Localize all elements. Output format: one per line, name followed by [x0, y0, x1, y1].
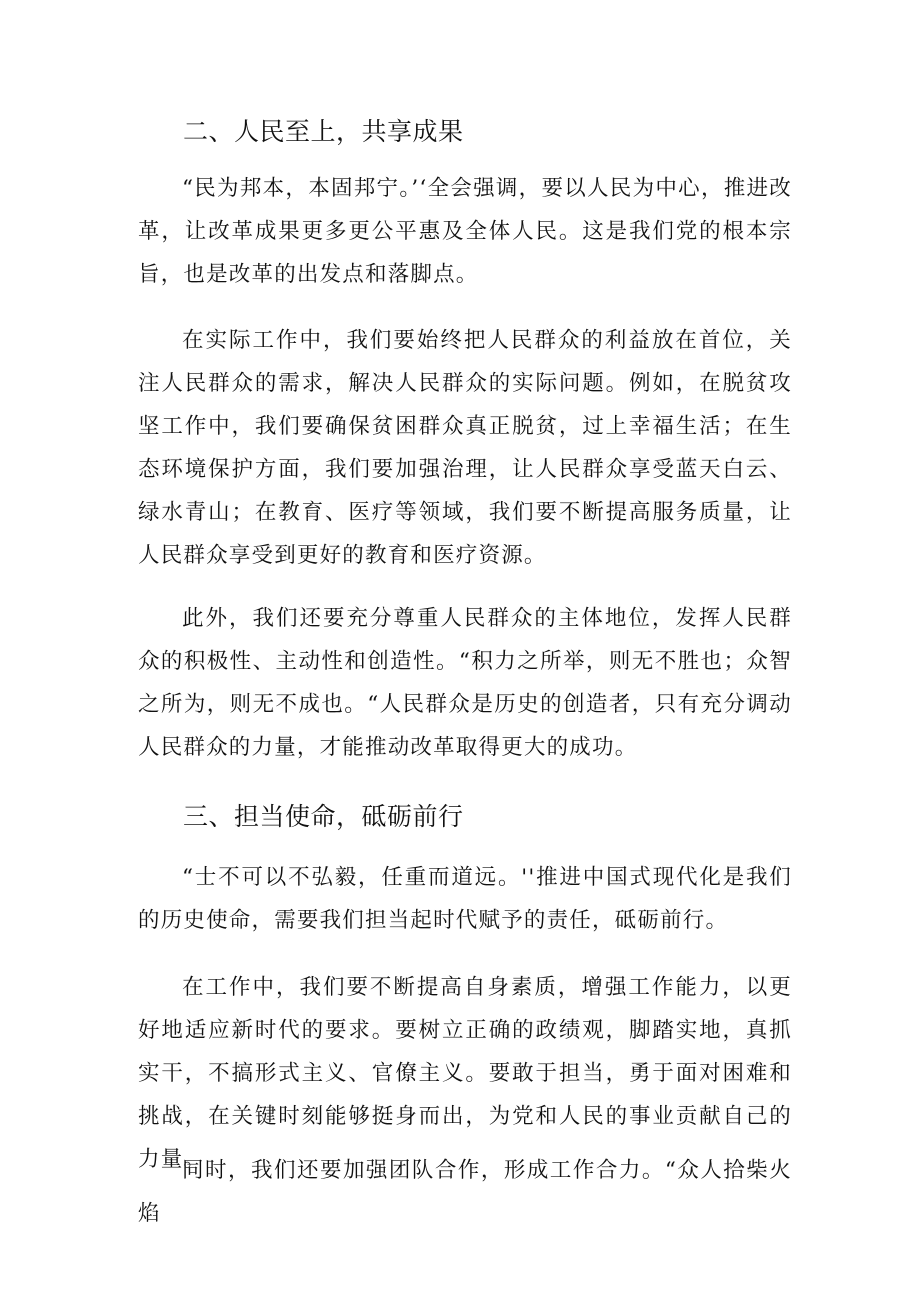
- paragraph: 在工作中，我们要不断提高自身素质，增强工作能力，以更好地适应新时代的要求。要树立正确的政绩观，脚踏实地，真抓实干，不搞形式主义、官僚主义。要敢于担当，勇于面对困难和挑战，在关键时刻能够挺身而出，为党和人民的事业贡献自己的力量。: [138, 975, 792, 1172]
- paragraph: “民为邦本，本固邦宁。’‘全会强调，要以人民为中心，推进改革，让改革成果更多更公平惠及全体人民。这是我们党的根本宗旨，也是改革的出发点和落脚点。: [138, 176, 792, 287]
- section-heading-3: 三、担当使命，砥砺前行: [183, 802, 464, 831]
- section-heading-2: 二、人民至上，共享成果: [183, 117, 464, 146]
- paragraph: 同时，我们还要加强团队合作，形成工作合力。“众人拾柴火焰: [138, 1158, 792, 1226]
- paragraph: “士不可以不弘毅，任重而道远。''推进中国式现代化是我们的历史使命，需要我们担当起时代赋予的责任，砥砺前行。: [138, 865, 792, 933]
- paragraph: 在实际工作中，我们要始终把人民群众的利益放在首位，关注人民群众的需求，解决人民群众的实际问题。例如，在脱贫攻坚工作中，我们要确保贫困群众真正脱贫，过上幸福生活；在生态环境保护方面，我们要加强治理，让人民群众享受蓝天白云、绿水青山；在教育、医疗等领域，我们要不断提高服务质量，让人民群众享受到更好的教育和医疗资源。: [138, 328, 792, 568]
- paragraph: 此外，我们还要充分尊重人民群众的主体地位，发挥人民群众的积极性、主动性和创造性。“积力之所举，则无不胜也；众智之所为，则无不成也。“人民群众是历史的创造者，只有充分调动人民群众的力量，才能推动改革取得更大的成功。: [138, 606, 792, 760]
